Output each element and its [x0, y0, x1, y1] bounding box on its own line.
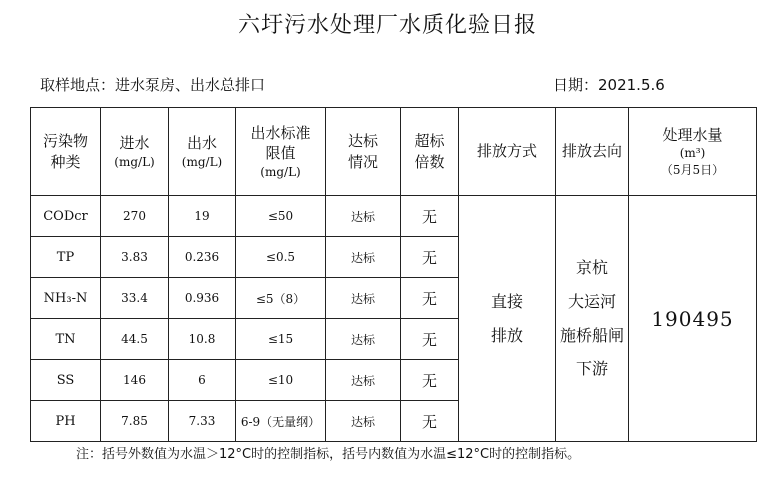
header-exceed-label: 超标倍数 [414, 132, 445, 171]
header-exceed [401, 108, 459, 196]
header-influent-label: 进水 [119, 134, 150, 153]
exceed-value: 无 [401, 360, 459, 401]
header-effluent-label: 出水 [186, 134, 217, 153]
effluent-value: 0.236 [169, 237, 236, 278]
exceed-value: 无 [401, 401, 459, 442]
influent-value: 7.85 [101, 401, 169, 442]
pollutant-name: CODcr [31, 196, 101, 237]
influent-value: 146 [101, 360, 169, 401]
header-influent-unit: (mg/L) [114, 154, 155, 169]
compliance-status: 达标 [326, 237, 401, 278]
discharge-method [459, 196, 556, 442]
limit-value: ≤10 [236, 360, 326, 401]
exceed-value: 无 [401, 319, 459, 360]
header-limit-label: 出水标准限值 [250, 124, 311, 163]
compliance-status: 达标 [326, 196, 401, 237]
header-influent [101, 108, 169, 196]
footnote: 注：括号外数值为水温＞12°C时的控制指标，括号内数值为水温≤12°C时的控制指标。 [76, 447, 581, 462]
pollutant-name: PH [31, 401, 101, 442]
header-compliance [326, 108, 401, 196]
influent-value: 3.83 [101, 237, 169, 278]
influent-value: 44.5 [101, 319, 169, 360]
discharge-destination-line: 施桥船闸 [559, 325, 624, 345]
pollutant-name: NH₃-N [31, 278, 101, 319]
limit-value: ≤50 [236, 196, 326, 237]
pollutant-name: TP [31, 237, 101, 278]
influent-value: 270 [101, 196, 169, 237]
exceed-value: 无 [401, 237, 459, 278]
limit-value: ≤15 [236, 319, 326, 360]
table-row [31, 196, 757, 237]
compliance-status: 达标 [326, 278, 401, 319]
header-method: 排放方式 [459, 108, 556, 196]
limit-value: ≤5（8） [236, 278, 326, 319]
header-volume-unit: (m³) [679, 146, 706, 161]
effluent-value: 7.33 [169, 401, 236, 442]
header-compliance-label: 达标情况 [347, 132, 378, 171]
header-volume [629, 108, 757, 196]
effluent-value: 19 [169, 196, 236, 237]
discharge-method-line: 直接 [490, 291, 523, 311]
report-title: 六圩污水处理厂水质化验日报 [237, 13, 537, 38]
influent-value: 33.4 [101, 278, 169, 319]
effluent-value: 0.936 [169, 278, 236, 319]
discharge-destination-line: 京杭 [575, 258, 608, 278]
pollutant-name: TN [31, 319, 101, 360]
report-date: 日期：2021.5.6 [553, 76, 665, 94]
header-destination: 排放去向 [556, 108, 629, 196]
treated-volume: 190495 [629, 196, 757, 442]
discharge-destination-line: 下游 [575, 359, 608, 379]
header-row [31, 108, 757, 196]
header-effluent [169, 108, 236, 196]
pollutant-name: SS [31, 360, 101, 401]
exceed-value: 无 [401, 196, 459, 237]
discharge-destination-line: 大运河 [567, 291, 616, 311]
discharge-method-line: 排放 [490, 325, 523, 345]
limit-value: ≤0.5 [236, 237, 326, 278]
header-volume-date: （5月5日） [660, 162, 725, 177]
water-quality-table [30, 107, 757, 442]
effluent-value: 10.8 [169, 319, 236, 360]
compliance-status: 达标 [326, 360, 401, 401]
sampling-location: 取样地点：进水泵房、出水总排口 [40, 76, 266, 94]
compliance-status: 达标 [326, 401, 401, 442]
header-effluent-unit: (mg/L) [181, 154, 223, 169]
header-pollutant-label: 污染物种类 [42, 132, 88, 171]
discharge-destination [556, 196, 629, 442]
header-pollutant [31, 108, 101, 196]
header-volume-label: 处理水量 [662, 126, 723, 145]
header-limit-unit: (mg/L) [260, 164, 301, 179]
exceed-value: 无 [401, 278, 459, 319]
header-limit [236, 108, 326, 196]
effluent-value: 6 [169, 360, 236, 401]
limit-value: 6-9（无量纲） [236, 401, 326, 442]
compliance-status: 达标 [326, 319, 401, 360]
